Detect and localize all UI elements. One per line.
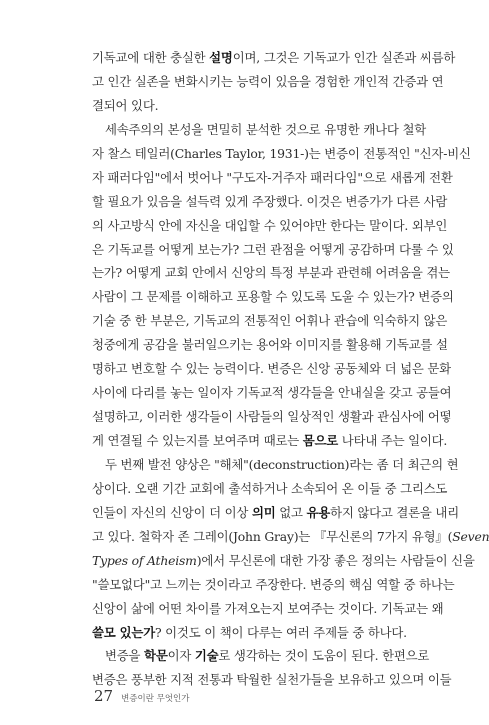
emphasized-text: 설명 [209, 50, 233, 65]
text-line [92, 70, 444, 94]
text-run: )에서 무신론에 대한 가장 좋은 정의는 사람들이 신을 [196, 552, 475, 568]
text-run: ? 이것도 이 책이 다루는 여러 주제들 중 하나다. [154, 624, 407, 640]
text-run: "쓸모없다"고 느끼는 것이라고 주장한다. 변증의 핵심 역할 중 하나는 [92, 576, 455, 592]
emphasized-text: 기술 [194, 648, 219, 664]
text-line [92, 94, 426, 118]
text-run: 고 인간 실존을 변화시키는 능력이 있음을 경험한 개인적 간증과 연 [92, 73, 444, 89]
text-run: 결되어 있다. [92, 97, 159, 113]
text-line [92, 190, 448, 214]
text-run: 변증을 [105, 648, 145, 664]
text-run: 기술 중 한 부분은, 기독교의 전통적인 어휘나 관습에 익숙하지 않은 [92, 313, 448, 329]
text-line [92, 118, 426, 142]
text-run: 세속주의의 본성을 면밀히 분석한 것으로 유명한 캐나다 철학 [105, 121, 426, 137]
text-line [92, 597, 444, 621]
italic-text: Types of Atheism [92, 552, 197, 568]
text-line [92, 621, 426, 645]
text-run: 기독교에 대한 충실한 [92, 50, 210, 65]
emphasized-text: 몸으로 [302, 433, 339, 448]
text-run: 변증은 풍부한 지적 전통과 탁월한 실천가들을 보유하고 있으며 이들 [92, 672, 452, 688]
running-title: 변증이란 무엇인가 [121, 694, 190, 704]
text-run: 이자 [167, 648, 195, 664]
italic-text: Seven [452, 528, 489, 544]
emphasized-text: 학문 [144, 648, 168, 664]
text-line [92, 166, 453, 190]
text-run: 로 생각하는 것이 도움이 된다. 한편으로 [218, 648, 430, 664]
text-line [92, 238, 454, 262]
text-line [92, 46, 456, 70]
text-line [92, 285, 454, 309]
text-run: 청중에게 공감을 불러일으키는 용어와 이미지를 활용해 기독교를 설 [92, 337, 448, 353]
text-line [92, 501, 459, 525]
text-run: 명하고 변호할 수 있는 능력이다. 변증은 신앙 공동체와 더 넓은 문화 [92, 361, 451, 377]
text-line [92, 477, 448, 501]
page-footer [94, 687, 189, 707]
text-run: 신앙이 삶에 어떤 차이를 가져오는지 보여주는 것이다. 기독교는 왜 [92, 600, 444, 616]
text-run: 인들이 자신의 신앙이 더 이상 [92, 504, 252, 520]
text-run: 고 있다. 철학자 존 그레이(John Gray)는 『무신론의 7가지 유형』( [92, 528, 453, 544]
text-line [92, 214, 448, 238]
text-run: 는가? 어떻게 교회 안에서 신앙의 특정 부분과 관련해 어려움을 겪는 [92, 265, 450, 281]
text-line [92, 549, 475, 573]
text-run: 사람이 그 문제를 이해하고 포용할 수 있도록 도울 수 있는가? 변증의 [92, 289, 454, 305]
text-line [92, 405, 452, 429]
emphasized-text: 쓸모 있는가 [92, 624, 155, 640]
text-run: 의 사고방식 안에 자신을 대입할 수 있어야만 한다는 말이다. 외부인 [92, 217, 448, 233]
text-line [92, 429, 448, 453]
text-line [92, 525, 489, 549]
text-run: 할 필요가 있음을 설득력 있게 주장했다. 이것은 변증가가 다른 사람 [92, 193, 448, 209]
text-line [92, 333, 448, 357]
text-run: 게 연결될 수 있는지를 보여주며 때로는 [92, 433, 303, 448]
text-line [92, 309, 448, 333]
text-line [92, 357, 451, 381]
text-line [92, 381, 452, 405]
text-line [92, 142, 471, 166]
text-run: 하지 않다고 결론을 내리 [330, 504, 459, 520]
text-line [92, 644, 430, 668]
text-line [92, 261, 450, 285]
text-run: 두 번째 발전 양상은 "해체"(deconstruction)라는 좀 더 최근의 현 [105, 456, 459, 472]
emphasized-text: 유용 [306, 504, 331, 520]
text-run: 설명하고, 이러한 생각들이 사람들의 일상적인 생활과 관심사에 어떻 [92, 409, 452, 425]
body-text [92, 46, 489, 692]
text-run: 사이에 다리를 놓는 일이자 기독교적 생각들을 안내실을 갖고 공들여 [92, 385, 452, 401]
page-number: 27 [94, 687, 114, 705]
text-run: 이며, 그것은 기독교가 인간 실존과 씨름하 [232, 50, 456, 65]
text-run: 상이다. 오랜 기간 교회에 출석하거나 소속되어 온 이들 중 그리스도 [92, 480, 448, 496]
text-run: 없고 [275, 504, 307, 520]
text-line [92, 573, 455, 597]
text-line [92, 453, 459, 477]
text-run: 은 기독교를 어떻게 보는가? 그런 관점을 어떻게 공감하며 다룰 수 있 [92, 241, 454, 257]
emphasized-text: 의미 [251, 504, 276, 520]
text-run: 자 패러다임"에서 벗어나 "구도자-거주자 패러다임"으로 새롭게 전환 [92, 169, 453, 185]
text-run: 자 찰스 테일러(Charles Taylor, 1931-)는 변증이 전통적인 "신자-비신 [92, 145, 471, 161]
text-run: 나타내 주는 일이다. [338, 433, 448, 448]
